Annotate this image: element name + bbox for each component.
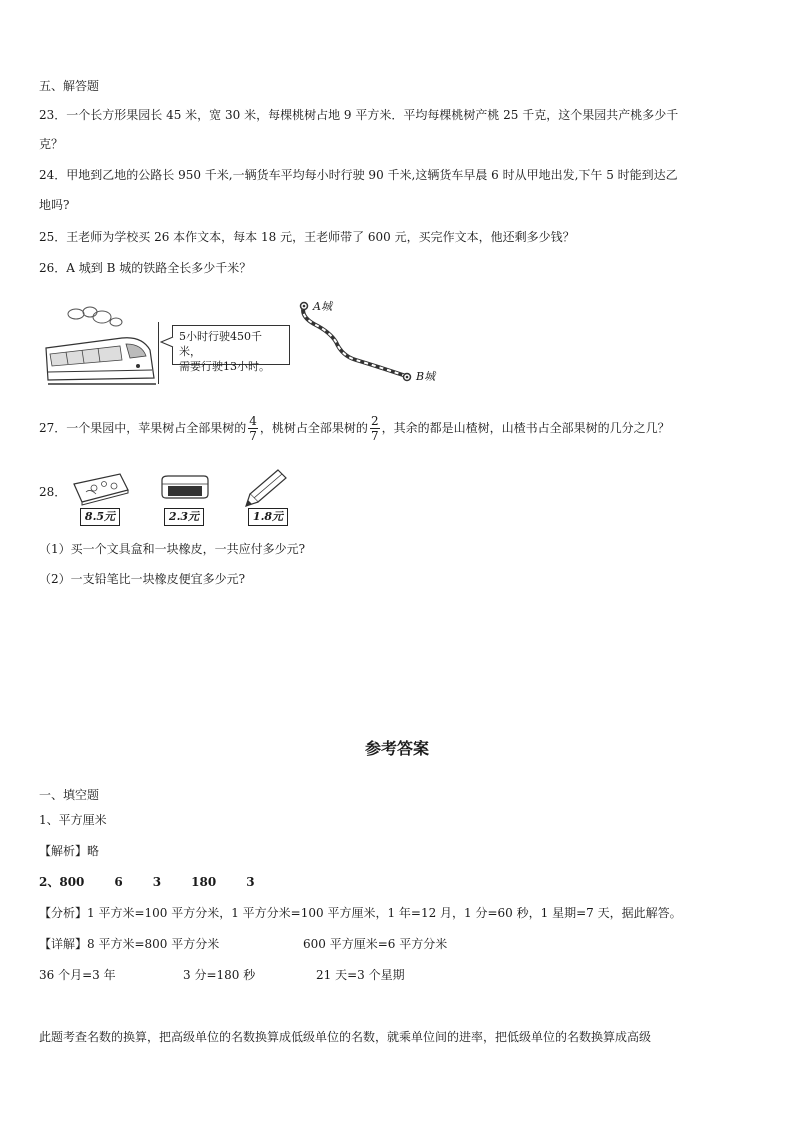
question-28-sub1: （1）买一个文具盒和一块橡皮，一共应付多少元?	[39, 542, 306, 556]
answer-2-value: 180	[191, 875, 217, 889]
answer-2-detail-e: 21 天=3 个星期	[316, 968, 405, 982]
answers-title: 参考答案	[364, 739, 429, 758]
question-23-line1: 23．一个长方形果园长 45 米，宽 30 米，每棵桃树占地 9 平方米．平均每棵桃树产桃 25 千克，这个果园共产桃多少千	[39, 108, 679, 122]
city-a-label: A城	[313, 300, 332, 313]
question-27-part3: ，其余的都是山楂树，山楂书占全部果树的几分之几？	[381, 421, 670, 435]
question-24-line2: 地吗?	[39, 198, 70, 212]
answer-2-detail-d: 3 分=180 秒	[183, 968, 256, 982]
eraser-icon	[156, 472, 212, 502]
answer-1: 1、平方厘米	[39, 813, 107, 827]
answer-2-value: 6	[114, 875, 123, 889]
answer-2-detail-a: 【详解】8 平方米=800 平方分米	[39, 937, 220, 951]
price-tag-eraser: 2.3元	[164, 508, 204, 526]
answers-section1-heading: 一、填空题	[39, 788, 100, 802]
answer-2-analysis: 【分析】1 平方米=100 平方分米，1 平方分米=100 平方厘米，1 年=12 月，1 分=60 秒，1 星期=7 天，据此解答。	[39, 906, 682, 920]
callout-line2: 需要行驶13小时。	[179, 360, 270, 373]
callout-line1: 5小时行驶450千米，	[179, 330, 262, 358]
callout-pointer	[160, 335, 174, 349]
answer-2	[39, 874, 255, 890]
fraction-two-sevenths: $\frac{2}{7}$	[370, 414, 379, 443]
question-24-line1: 24．甲地到乙地的公路长 950 千米,一辆货车平均每小时行驶 90 千米,这辆货车早晨 6 时从甲地出发,下午 5 时能到达乙	[39, 168, 678, 182]
question-26: 26．A 城到 B 城的铁路全长多少千米？	[39, 261, 252, 275]
answer-1-analysis: 【解析】略	[39, 844, 100, 858]
divider	[158, 322, 159, 384]
speech-callout	[172, 325, 290, 373]
pencil-icon	[244, 468, 288, 508]
train-icon	[42, 300, 162, 390]
question-28-sub2: （2）一支铅笔比一块橡皮便宜多少元?	[39, 572, 246, 586]
section-heading: 五、解答题	[39, 79, 100, 93]
question-28-label: 28．	[39, 485, 67, 499]
answer-2-value: 3	[152, 875, 162, 889]
pencil-box-icon	[70, 470, 132, 506]
question-27-part2: ，桃树占全部果树的	[259, 421, 368, 435]
city-b-label: B城	[416, 370, 436, 383]
answer-2-detail-c: 36 个月=3 年	[39, 968, 116, 982]
price-tag-pencil: 1.8元	[248, 508, 288, 526]
price-tag-pencil-box: 8.5元	[80, 508, 120, 526]
question-25: 25．王老师为学校买 26 本作文本，每本 18 元，王老师带了 600 元，买完作文本，他还剩多少钱？	[39, 230, 575, 244]
answer-2-label: 2、800	[39, 875, 85, 889]
answer-2-value: 3	[246, 875, 255, 889]
question-27-part1: 27．一个果园中，苹果树占全部果树的	[39, 421, 247, 435]
answer-2-summary: 此题考查名数的换算，把高级单位的名数换算成低级单位的名数，就乘单位间的进率，把低级单位的名数换算成高级	[39, 1030, 652, 1044]
fraction-four-sevenths: $\frac{4}{7}$	[249, 414, 257, 443]
question-23-line2: 克？	[39, 137, 64, 151]
question-27	[39, 414, 670, 443]
answer-2-detail-b: 600 平方厘米=6 平方分米	[303, 937, 448, 951]
